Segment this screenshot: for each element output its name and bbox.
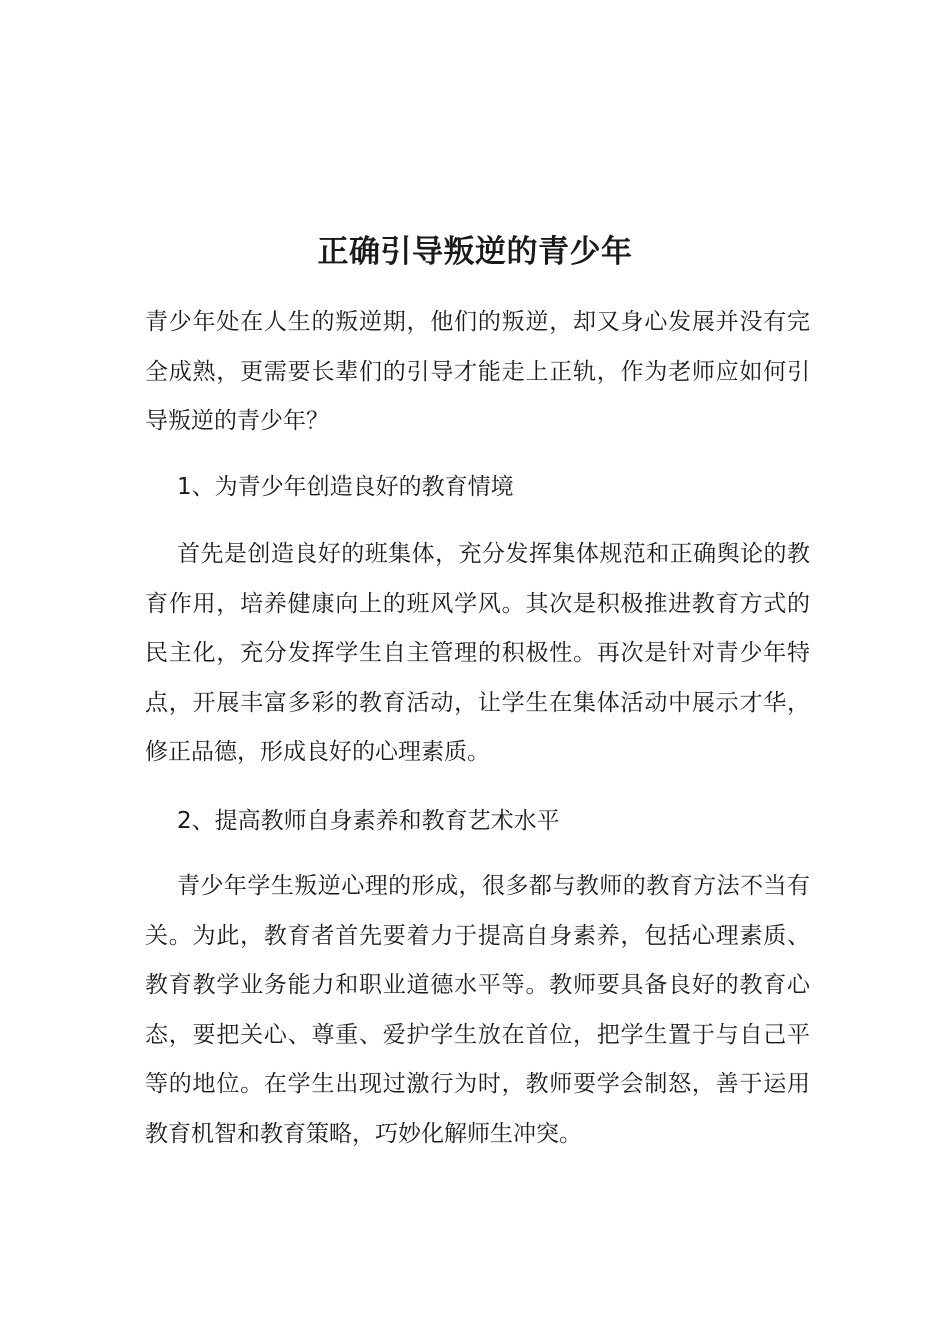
intro-paragraph: 青少年处在人生的叛逆期，他们的叛逆，却又身心发展并没有完全成熟，更需要长辈们的引导才能走上正轨，作为老师应如何引导叛逆的青少年？ xyxy=(145,309,810,434)
document-title: 正确引导叛逆的青少年 xyxy=(317,234,633,270)
section-1-heading: 1、为青少年创造良好的教育情境 xyxy=(177,474,514,500)
section-2-heading: 2、提高教师自身素养和教育艺术水平 xyxy=(177,808,560,834)
section-2-paragraph: 青少年学生叛逆心理的形成，很多都与教师的教育方法不当有关。为此，教育者首先要着力于提高自身素养，包括心理素质、教育教学业务能力和职业道德水平等。教师要具备良好的教育心态，要把关心、尊重、爱护学生放在首位，把学生置于与自己平等的地位。在学生出现过激行为时，教师要学会制怒，善于运用教育机智和教育策略，巧妙化解师生冲突。 xyxy=(145,873,810,1147)
section-1-paragraph: 首先是创造良好的班集体，充分发挥集体规范和正确舆论的教育作用，培养健康向上的班风学风。其次是积极推进教育方式的民主化，充分发挥学生自主管理的积极性。再次是针对青少年特点，开展丰富多彩的教育活动，让学生在集体活动中展示才华，修正品德，形成良好的心理素质。 xyxy=(145,541,810,765)
